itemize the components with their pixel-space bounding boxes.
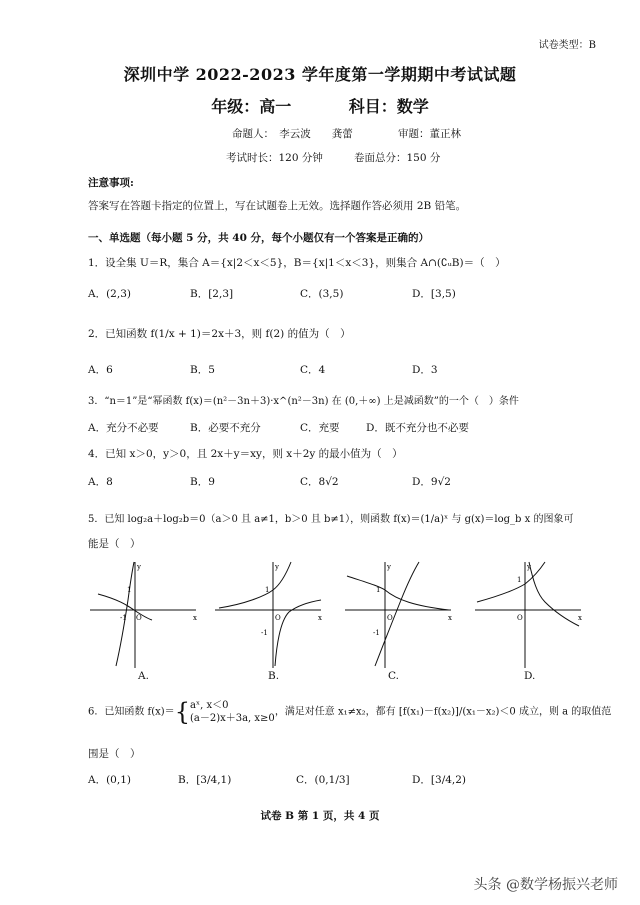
q2-option-c: C．4: [300, 364, 326, 376]
page-footer: 试卷 B 第 1 页，共 4 页: [260, 810, 380, 822]
question-2-stem: 2．已知函数 f(1/x + 1)＝2x＋3，则 f(2) 的值为（ ）: [88, 328, 351, 340]
graph-b: [215, 560, 325, 670]
q4-option-b: B．9: [190, 476, 215, 488]
graph-d-tick-1: 1: [517, 576, 522, 584]
paper-type: 试卷类型：B: [538, 40, 596, 51]
graph-b-label: B.: [268, 670, 280, 682]
graph-a-x-label: x: [193, 614, 197, 622]
q6-option-b: B．[3/4,1): [178, 774, 232, 786]
subject-label: 科目：数学: [348, 97, 429, 116]
graph-c-label: C.: [388, 670, 399, 682]
q1-option-c: C．(3,5): [300, 288, 344, 300]
q6-option-a: A．(0,1): [88, 774, 131, 786]
q6-option-d: D．[3/4,2): [412, 774, 467, 786]
q1-option-b: B．[2,3]: [190, 288, 234, 300]
graph-d-curve-f: [477, 562, 545, 602]
q6-piecewise: [190, 699, 275, 725]
authors: 命题人： 李云波 龚蕾: [232, 128, 353, 140]
graph-a-tick-1: 1: [127, 586, 132, 594]
graph-d-y-label: y: [527, 563, 531, 571]
q4-option-a: A．8: [88, 476, 113, 488]
q6-stem-post: ，满足对任意 x₁≠x₂，都有 [f(x₁)－f(x₂)]/(x₁－x₂)＜0 成立，则 a 的取值范: [274, 706, 612, 718]
graph-a: [90, 560, 200, 670]
question-1-stem: 1．设全集 U＝R，集合 A＝{x|2＜x＜5}，B＝{x|1＜x＜3}，则集合 A∩(∁ᵤB)＝（ ）: [88, 257, 506, 269]
reviewer: 审题：董正林: [398, 128, 461, 140]
q4-option-c: C．8√2: [300, 476, 339, 488]
graph-a-y-label: y: [137, 563, 141, 571]
question-3-stem: 3．“n＝1”是“幂函数 f(x)＝(n²－3n＋3)·x^(n²－3n) 在 (0,＋∞) 上是减函数”的一个（ ）条件: [88, 396, 519, 407]
graph-a-label: A.: [138, 670, 149, 682]
q6-stem-pre: 6．已知函数 f(x)＝: [88, 706, 175, 718]
q3-option-b: B．必要不充分: [190, 422, 261, 434]
graph-a-origin: O: [136, 614, 142, 622]
q2-option-d: D．3: [412, 364, 438, 376]
graph-c-y-label: y: [387, 563, 391, 571]
q3-option-c: C．充要: [300, 422, 340, 434]
total-score: 卷面总分：150 分: [354, 152, 441, 164]
graph-c-x-label: x: [448, 614, 452, 622]
graph-c-tick-neg1: -1: [373, 629, 380, 637]
exam-title: 深圳中学 2022-2023 学年度第一学期期中考试试题: [123, 65, 517, 84]
graph-b-x-label: x: [318, 614, 322, 622]
notice-heading: 注意事项:: [88, 177, 134, 189]
question-4-stem: 4．已知 x＞0，y＞0，且 2x＋y＝xy，则 x＋2y 的最小值为（ ）: [88, 448, 403, 460]
graph-d-curve-g: [529, 562, 579, 626]
section-heading: 一、单选题（每小题 5 分，共 40 分，每个小题仅有一个答案是正确的）: [88, 232, 430, 244]
graph-b-origin: O: [275, 614, 281, 622]
question-5-stem: 5．已知 log₂a＋log₂b＝0（a＞0 且 a≠1，b＞0 且 b≠1），则函数 f(x)＝(1/a)ˣ 与 g(x)＝log_b x 的图象可: [88, 514, 574, 525]
q4-option-d: D．9√2: [412, 476, 451, 488]
grade-subject-line: [0, 94, 640, 117]
graph-d-x-label: x: [578, 614, 582, 622]
graph-b-tick-1: 1: [265, 586, 270, 594]
graph-d: [475, 560, 585, 670]
q2-option-a: A．6: [88, 364, 113, 376]
q6-option-c: C．(0,1/3]: [296, 774, 350, 786]
question-6-stem: [88, 698, 611, 726]
q6-piece-2: (a－2)x＋3a, x≥0: [189, 713, 275, 724]
q6-piece-1: aˣ, x＜0: [189, 700, 229, 711]
graph-c-curve-g: [375, 562, 419, 666]
graph-d-label: D.: [524, 670, 536, 682]
watermark: 头条 @数学杨振兴老师: [473, 877, 618, 893]
q2-option-b: B．5: [190, 364, 215, 376]
q3-option-a: A．充分不必要: [88, 422, 159, 434]
q1-option-d: D．[3,5): [412, 288, 456, 300]
graph-c-origin: O: [387, 614, 393, 622]
graph-d-origin: O: [517, 614, 523, 622]
duration: 考试时长：120 分钟: [226, 152, 323, 164]
question-6-stem-cont: 围是（ ）: [88, 748, 141, 760]
q1-option-a: A．(2,3): [88, 288, 131, 300]
graph-c: [345, 560, 455, 670]
q6-brace: {: [174, 698, 190, 726]
graph-c-curve-f: [347, 576, 449, 610]
graph-a-tick-neg1: -1: [120, 614, 127, 622]
grade-label: 年级：高一: [211, 97, 292, 116]
graph-b-y-label: y: [275, 563, 279, 571]
graph-c-tick-1: 1: [376, 586, 381, 594]
notice-text: 答案写在答题卡指定的位置上，写在试题卷上无效。选择题作答必须用 2B 铅笔。: [88, 200, 467, 212]
graph-b-tick-neg1: -1: [261, 629, 268, 637]
graph-b-curve-f: [219, 562, 291, 608]
question-5-stem-cont: 能是（ ）: [88, 538, 141, 550]
q3-option-d: D．既不充分也不必要: [366, 422, 469, 434]
